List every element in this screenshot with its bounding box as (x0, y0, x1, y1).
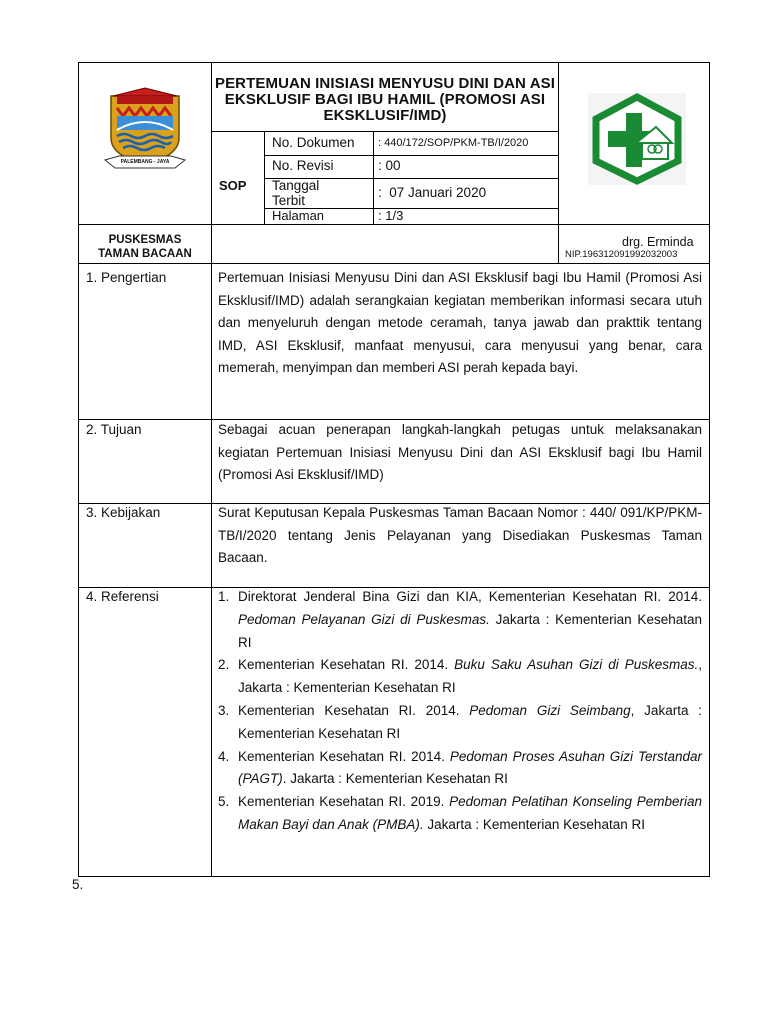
reference-publisher: , Jakarta : Kementerian Kesehatan RI (238, 702, 702, 741)
page-label: Halaman (272, 208, 325, 223)
doc-number-label: No. Dokumen (272, 135, 355, 150)
reference-publisher: Jakarta : Kementerian Kesehatan RI (238, 611, 702, 650)
reference-publisher: , Jakarta : Kementerian Kesehatan RI (238, 657, 702, 696)
reference-number: 2. (218, 657, 230, 673)
reference-title: Pedoman Pelayanan Gizi di Puskesmas. (238, 611, 490, 627)
reference-publisher: . Jakarta : Kementerian Kesehatan RI (282, 771, 508, 787)
puskesmas-logo (588, 93, 686, 185)
organization-name: PUSKESMAS TAMAN BACAAN (98, 234, 192, 260)
section-label-tujuan: 2. Tujuan (86, 422, 142, 437)
reference-title: Pedoman Proses Asuhan Gizi Terstandar (PAGT) (238, 748, 702, 787)
reference-item (218, 654, 702, 700)
issue-date-value: : 07 Januari 2020 (378, 185, 487, 200)
revision-value: : 00 (378, 158, 401, 173)
reference-item (218, 746, 702, 792)
signer-name: drg. Erminda (622, 235, 694, 249)
reference-publisher: Jakarta : Kementerian Kesehatan RI (423, 816, 645, 832)
city-seal-logo (103, 86, 187, 178)
doc-number-value: : 440/172/SOP/PKM-TB/I/2020 (378, 137, 529, 149)
reference-author: Kementerian Kesehatan RI. 2014. (238, 702, 470, 718)
reference-item (218, 700, 702, 746)
document-title: PERTEMUAN INISIASI MENYUSU DINI DAN ASI EKSKLUSIF BAGI IBU HAMIL (PROMOSI ASI EKSKLUSIF/IMD) (214, 75, 556, 124)
section-label-kebijakan: 3. Kebijakan (86, 505, 161, 520)
page-value: : 1/3 (378, 208, 404, 223)
reference-author: Kementerian Kesehatan RI. 2014. (238, 748, 450, 764)
reference-author: Kementerian Kesehatan RI. 2014. (238, 657, 455, 673)
section-text-pengertian: Pertemuan Inisiasi Menyusu Dini dan ASI Eksklusif bagi Ibu Hamil (Promosi Asi Eksklusif/IMD) adalah serangkaian kegiatan memberikan informasi secara utuh dan menyeluruh dengan metode ceramah, tanya jawab dan prakttik tentang IMD, ASI Eksklusif, manfaat menyusui, cara menyusui yang benar, cara memerah, menyimpan dan memberi ASI perah kepada bayi. (218, 270, 702, 375)
signer-nip: NIP.196312091992032003 (565, 249, 678, 260)
reference-title: Buku Saku Asuhan Gizi di Puskesmas. (454, 657, 699, 673)
reference-number: 5. (218, 794, 230, 810)
issue-date-label: Tanggal Terbit (272, 178, 320, 208)
section-text-tujuan: Sebagai acuan penerapan langkah-langkah petugas untuk melaksanakan kegiatan Pertemuan Inisiasi Menyusu Dini dan ASI Eksklusif bagi Ibu Hamil (Promosi Asi Eksklusif/IMD) (218, 422, 702, 482)
section-text-kebijakan: Surat Keputusan Kepala Puskesmas Taman Bacaan Nomor : 440/ 091/KP/PKM-TB/I/2020 tentang Jenis Pelayanan yang Disediakan Puskesmas Taman Bacaan. (218, 505, 702, 565)
reference-item (218, 791, 702, 837)
sop-label: SOP (219, 178, 247, 193)
next-section-number: 5. (72, 877, 84, 892)
reference-number: 1. (218, 589, 230, 604)
reference-item (218, 586, 702, 654)
reference-title: Pedoman Gizi Seimbang (469, 702, 631, 718)
section-label-referensi: 4. Referensi (86, 589, 159, 604)
section-label-pengertian: 1. Pengertian (86, 270, 167, 285)
revision-label: No. Revisi (272, 158, 334, 173)
reference-title: Pedoman Pelatihan Konseling Pemberian Makan Bayi dan Anak (PMBA). (238, 794, 702, 832)
seal-ribbon-text: PALEMBANG - JAYA (120, 159, 170, 165)
reference-author: Kementerian Kesehatan RI. 2019. (238, 794, 450, 810)
reference-number: 3. (218, 702, 230, 718)
reference-author: Direktorat Jenderal Bina Gizi dan KIA, Kementerian Kesehatan RI. 2014. (238, 589, 702, 604)
reference-list (218, 586, 702, 837)
reference-number: 4. (218, 748, 230, 764)
